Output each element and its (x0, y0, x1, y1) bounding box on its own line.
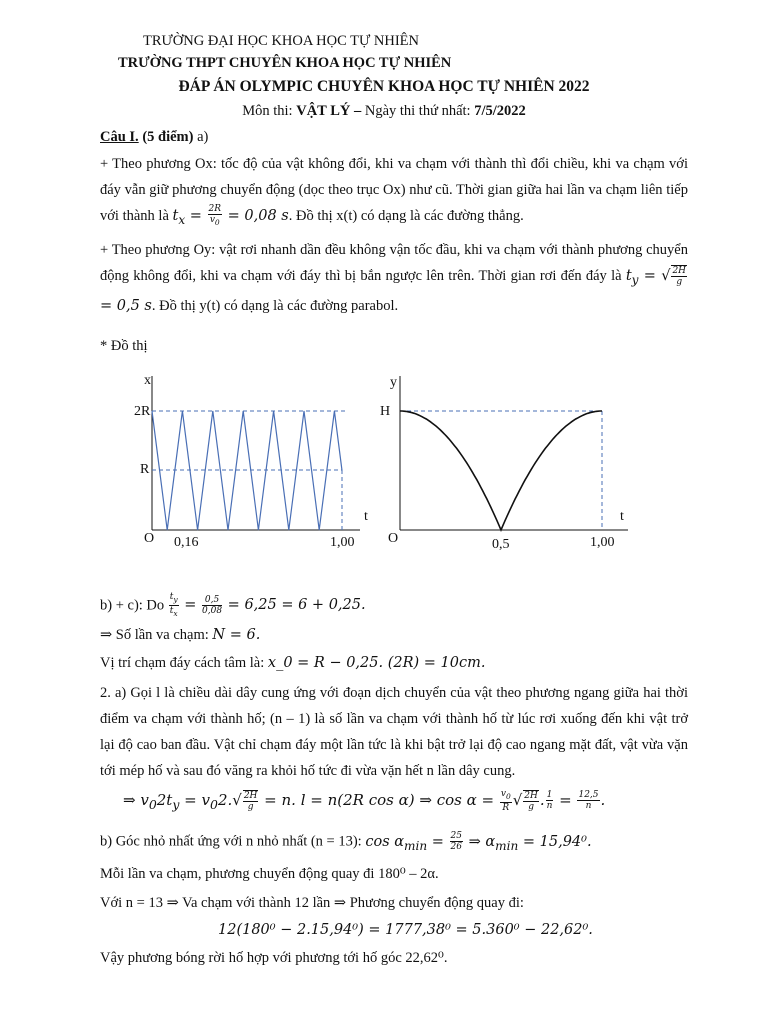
bottom-position-label: Vị trí chạm đáy cách tâm là: (100, 655, 268, 671)
paragraph-oy-end: . Đồ thị y(t) có dạng là các đường parabol. (151, 297, 399, 314)
part2-b-prefix: b) Góc nhỏ nhất ứng với n nhỏ nhất (n = 13): (100, 833, 366, 850)
xt-origin: O (144, 531, 155, 546)
final-line: Vậy phương bóng rời hố hợp với phương tới hố góc 22,62⁰. (100, 950, 448, 966)
collision-count: N = 6. (212, 627, 261, 643)
exam-subtitle (0, 103, 768, 120)
xt-tick-016: 0,16 (174, 535, 199, 550)
paragraph-oy (100, 237, 688, 319)
yt-tick-05: 0,5 (492, 537, 510, 552)
paragraph-ox-end: . Đồ thị x(t) có dạng là các đường thẳng. (288, 208, 524, 224)
xt-ylabel: x (144, 373, 151, 388)
yt-ylabel: y (390, 375, 397, 390)
part2-equation (123, 789, 605, 813)
xt-tick-2R: 2R (134, 404, 151, 419)
n13-line: Với n = 13 ⇒ Va chạm với thành 12 lần ⇒ Phương chuyển động quay đi: (100, 895, 524, 911)
yt-xlabel: t (620, 509, 624, 524)
yt-tick-100: 1,00 (590, 535, 615, 550)
ratio-formula: $\frac{t_y}{t_x}$ = $\frac{0,5}{0,08}$ = 6,25 = 6 + 0,25. (169, 592, 366, 618)
bc-line-2 (100, 627, 260, 644)
yt-origin: O (388, 531, 399, 546)
graph-heading: * Đồ thị (100, 338, 148, 354)
bc-line-3 (100, 655, 485, 672)
xt-tick-100: 1,00 (330, 535, 355, 550)
part2-b (100, 831, 592, 852)
rotation-line: Mỗi lần va chạm, phương chuyển động quay đi 180⁰ – 2α. (100, 866, 439, 882)
yt-tick-H: H (380, 404, 391, 419)
exam-date: 7/5/2022 (474, 103, 526, 119)
school-name: TRƯỜNG THPT CHUYÊN KHOA HỌC TỰ NHIÊN (118, 55, 452, 71)
xt-xlabel: t (364, 509, 368, 524)
xt-tick-R: R (140, 462, 150, 477)
equation-body: ⇒ $v_02t_y = v_02.√$ $\frac{2H}{g}$ = n. l = n(2R cos α) ⇒ cos α = $\frac{v_0}{R}$ √ $\frac{2H}{g}$ . $\frac{1}{n}$ = $\frac{12,5}{n}$ . (123, 789, 606, 813)
date-prefix: Ngày thi thứ nhất: (361, 103, 475, 119)
question-points: (5 điểm) (138, 129, 194, 145)
bc-line-1 (100, 592, 366, 619)
subject-prefix: Môn thi: (242, 103, 297, 119)
tx-formula: $t_x$ = $\frac{2R}{v_0}$ = 0,08 s (172, 204, 289, 227)
yt-series-curve (400, 411, 602, 530)
page-title: ĐÁP ÁN OLYMPIC CHUYÊN KHOA HỌC TỰ NHIÊN 2022 (178, 78, 590, 95)
rotation-calc: 12(180⁰ − 2.15,94⁰) = 1777,38⁰ = 5.360⁰ − 22,62⁰. (218, 922, 593, 938)
part2-text: 2. a) Gọi l là chiều dài dây cung ứng với đoạn dịch chuyển của vật theo phương ngang giữa hai thời điểm va chạm với thành hố; (n – 1) là số lần va chạm với thành hố từ lúc rơi xuống đến khi vật trở lại độ cao ban đầu. Vật chỉ chạm đáy một lần tức là khi bật trở lại độ cao ngang mặt đất, vật vừa vặn tới mép hố và sau đó văng ra khỏi hố tức đi vừa vặn hết n lần dây cung. (100, 685, 688, 779)
alpha-min-formula: $\cos \alpha_{min}$ = $\frac{25}{26}$ ⇒ $\alpha_{min} = 15,94^0$. (365, 831, 592, 853)
question-part: a) (193, 129, 209, 145)
ty-formula: $t_y$ = √ $\frac{2H}{g}$ = 0,5 s (100, 266, 687, 314)
university-name: TRƯỜNG ĐẠI HỌC KHOA HỌC TỰ NHIÊN (143, 33, 419, 49)
collision-count-label: ⇒ Số lần va chạm: (100, 627, 213, 643)
bottom-position: x_0 = R − 0,25. (2R) = 10cm. (267, 655, 486, 671)
paragraph-ox-text: + Theo phương Ox: tốc độ của vật không đổi, khi va chạm với thành thì đổi chiều, khi va chạm với đáy vẫn giữ phương chuyển động (dọc theo trục Ox) như cũ. Thời gian giữa hai lần va chạm liên tiếp với thành là (100, 156, 688, 224)
paragraph-ox (100, 151, 688, 233)
bc-prefix: b) + c): Do (100, 597, 168, 614)
yt-chart (380, 368, 640, 558)
xt-chart (120, 368, 370, 558)
paragraph-oy-text: + Theo phương Oy: vật rơi nhanh dần đều không vận tốc đầu, khi va chạm với thành phương chuyển động không đổi, khi va chạm với đáy thì bị bắn ngược lên trên. Thời gian rơi đến đáy là (100, 242, 688, 284)
question-heading (100, 129, 208, 146)
question-label: Câu I. (100, 129, 139, 145)
subject: VẬT LÝ – (296, 103, 362, 119)
